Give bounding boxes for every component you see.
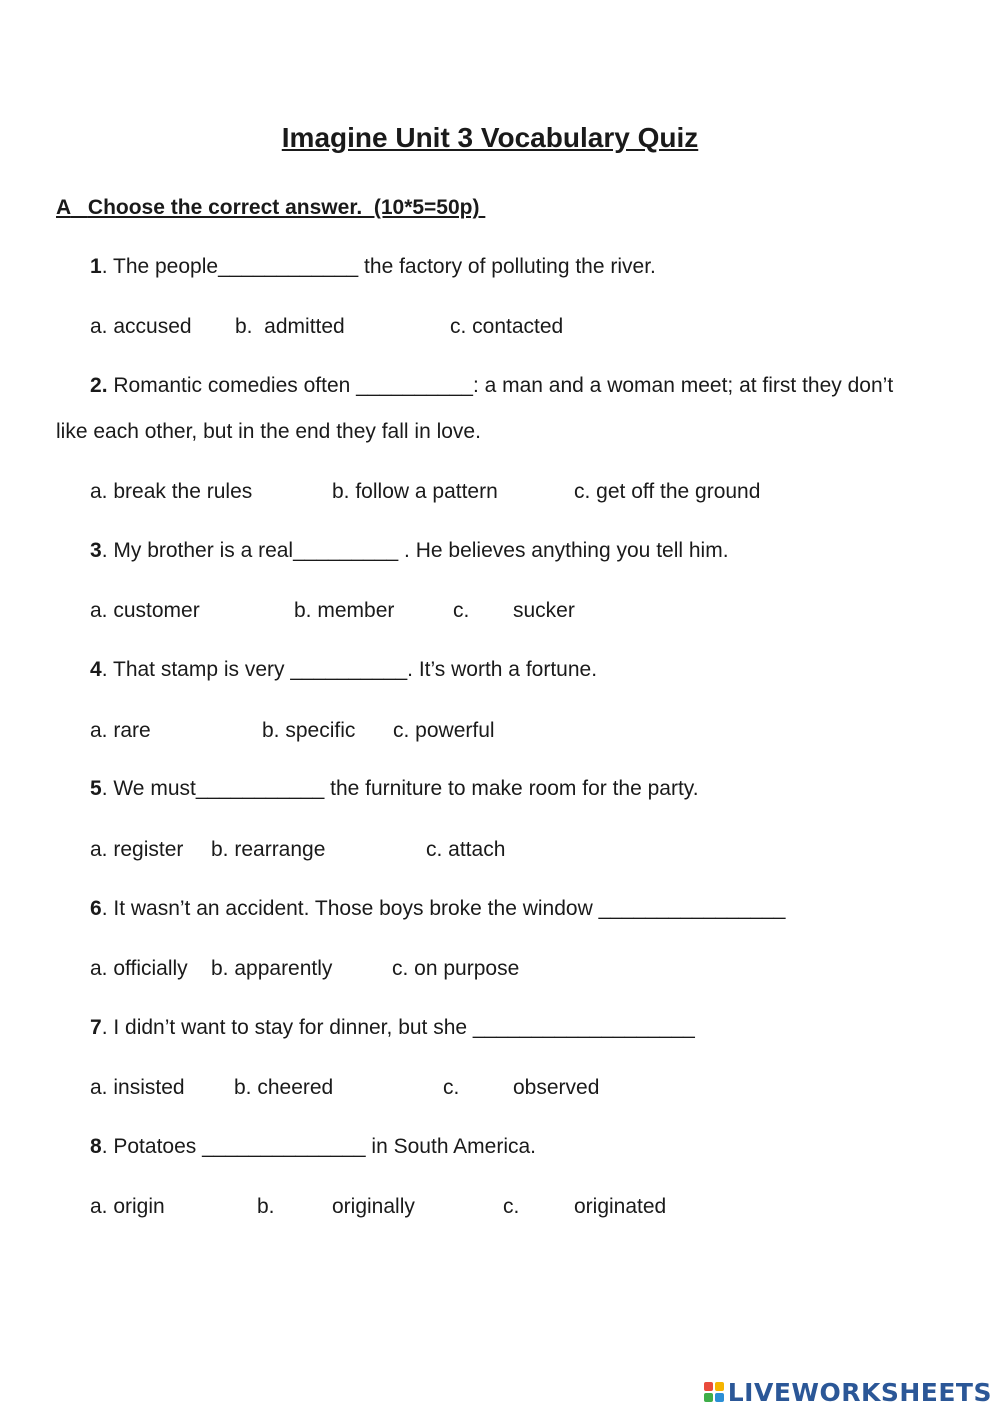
option-b[interactable]: originally	[332, 1195, 415, 1218]
option-a[interactable]: a. origin	[90, 1195, 165, 1218]
question-4: 4. That stamp is very __________. It’s worth a fortune.	[90, 658, 598, 681]
option-b[interactable]: b. apparently	[211, 957, 333, 980]
option-a[interactable]: a. officially	[90, 957, 188, 980]
option-a[interactable]: a. customer	[90, 599, 200, 622]
option-a[interactable]: a. break the rules	[90, 480, 253, 503]
question-number: 1	[90, 255, 102, 278]
question-2: 2. Romantic comedies often __________: a man and a woman meet; at first they don’t like each other, but in the end they fall in love.	[56, 374, 894, 443]
option-c[interactable]: observed	[513, 1076, 600, 1099]
logo-mark-icon	[704, 1382, 724, 1402]
option-a[interactable]: a. register	[90, 838, 184, 861]
section-heading	[56, 196, 485, 220]
liveworksheets-logo	[704, 1379, 992, 1405]
option-b[interactable]: b. admitted	[235, 315, 345, 338]
option-a[interactable]: a. accused	[90, 315, 192, 338]
option-c[interactable]: sucker	[513, 599, 575, 622]
question-8: 8. Potatoes ______________ in South America.	[90, 1135, 537, 1158]
question-text: The people____________ the factory of polluting the river.	[107, 255, 656, 278]
question-3: 3. My brother is a real_________ . He believes anything you tell him.	[90, 539, 729, 562]
question-text: We must___________ the furniture to make room for the party.	[107, 777, 699, 800]
option-b[interactable]: b. member	[294, 599, 395, 622]
question-7: 7. I didn’t want to stay for dinner, but she ___________________	[90, 1016, 695, 1039]
question-number: 8	[90, 1135, 102, 1158]
question-number: 6	[90, 897, 102, 920]
question-text: Potatoes ______________ in South America.	[107, 1135, 537, 1158]
option-c-label[interactable]: c.	[453, 599, 470, 622]
option-c[interactable]: c. attach	[426, 838, 506, 861]
option-c[interactable]: c. on purpose	[392, 957, 520, 980]
option-c-label[interactable]: c.	[503, 1195, 520, 1218]
question-number: 5	[90, 777, 102, 800]
question-text: Romantic comedies often __________: a man and a woman meet; at first they don’t like each other, but in the end they fall in love.	[56, 374, 894, 443]
option-c[interactable]: c. get off the ground	[574, 480, 761, 503]
question-number: 4	[90, 658, 102, 681]
option-c-label[interactable]: c.	[443, 1076, 460, 1099]
option-a[interactable]: a. rare	[90, 719, 151, 742]
question-text: It wasn’t an accident. Those boys broke the window ________________	[107, 897, 786, 920]
option-c[interactable]: c. powerful	[393, 719, 495, 742]
question-6: 6. It wasn’t an accident. Those boys broke the window ________________	[90, 897, 786, 920]
question-text: I didn’t want to stay for dinner, but she ___________________	[107, 1016, 695, 1039]
option-b[interactable]: b. rearrange	[211, 838, 326, 861]
section-instruction: Choose the correct answer. (10*5=50p)	[87, 196, 480, 219]
options-8	[90, 1195, 667, 1339]
question-number: 2	[90, 374, 102, 397]
option-b[interactable]: b. cheered	[234, 1076, 334, 1099]
question-5: 5. We must___________ the furniture to make room for the party.	[90, 777, 699, 800]
question-number: 3	[90, 539, 102, 562]
option-b-label[interactable]: b.	[257, 1195, 275, 1218]
section-letter: A	[56, 196, 71, 219]
option-c[interactable]: c. contacted	[450, 315, 564, 338]
page-title: Imagine Unit 3 Vocabulary Quiz	[281, 122, 699, 153]
option-c[interactable]: originated	[574, 1195, 667, 1218]
option-b[interactable]: b. specific	[262, 719, 356, 742]
option-a[interactable]: a. insisted	[90, 1076, 185, 1099]
option-b[interactable]: b. follow a pattern	[332, 480, 498, 503]
question-text: That stamp is very __________. It’s worth a fortune.	[107, 658, 598, 681]
logo-text: LIVEWORKSHEETS	[727, 1377, 992, 1407]
question-number: 7	[90, 1016, 102, 1039]
question-text: My brother is a real_________ . He believes anything you tell him.	[107, 539, 729, 562]
question-1: 1. The people____________ the factory of polluting the river.	[90, 255, 656, 278]
